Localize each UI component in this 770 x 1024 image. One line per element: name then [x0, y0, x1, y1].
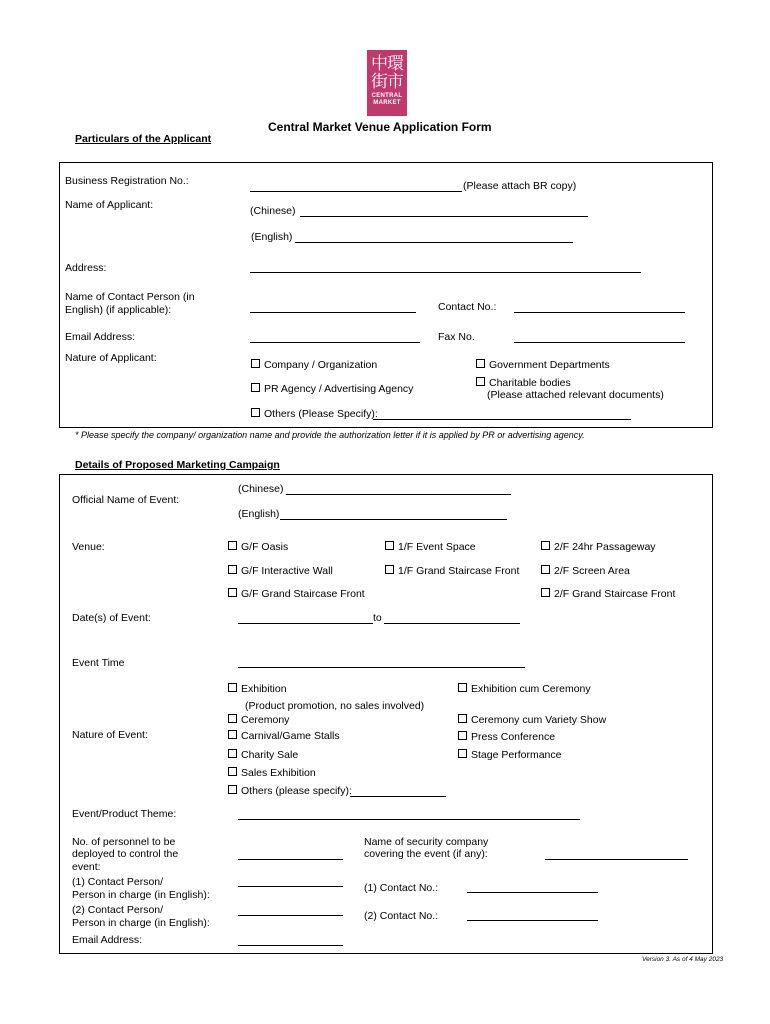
venue-2f-screen[interactable]: 2/F Screen Area — [541, 565, 630, 577]
checkbox-icon[interactable] — [458, 714, 467, 723]
personnel-field[interactable] — [238, 859, 343, 860]
contact1-label-1: (1) Contact Person/ — [72, 876, 164, 888]
opt-charitable[interactable]: Charitable bodies — [476, 377, 571, 389]
checkbox-icon[interactable] — [458, 731, 467, 740]
nature-exhibition[interactable]: Exhibition — [228, 683, 287, 695]
section2-heading: Details of Proposed Marketing Campaign — [75, 459, 280, 471]
nature-exhibition-ceremony[interactable]: Exhibition cum Ceremony — [458, 683, 591, 695]
br-field[interactable] — [250, 191, 462, 192]
venue-2f-grand-staircase[interactable]: 2/F Grand Staircase Front — [541, 588, 675, 600]
checkbox-icon[interactable] — [476, 359, 485, 368]
name-chinese-field[interactable] — [300, 216, 588, 217]
checkbox-icon[interactable] — [228, 565, 237, 574]
event-english-label: (English) — [238, 508, 280, 520]
venue-1f-grand-staircase[interactable]: 1/F Grand Staircase Front — [385, 565, 519, 577]
name-english-field[interactable] — [295, 242, 573, 243]
email-label: Email Address: — [65, 331, 136, 343]
fax-label: Fax No. — [438, 331, 475, 343]
nature-event-label: Nature of Event: — [72, 729, 148, 741]
checkbox-icon[interactable] — [228, 730, 237, 739]
checkbox-icon[interactable] — [251, 408, 260, 417]
checkbox-icon[interactable] — [458, 749, 467, 758]
personnel-email-field[interactable] — [238, 945, 343, 946]
others-specify-field[interactable] — [373, 419, 631, 420]
contact-no-field[interactable] — [514, 312, 685, 313]
event-time-label: Event Time — [72, 657, 125, 669]
nature-sales[interactable]: Sales Exhibition — [228, 767, 316, 779]
nature-carnival[interactable]: Carnival/Game Stalls — [228, 730, 340, 742]
checkbox-icon[interactable] — [541, 541, 550, 550]
sec-contact1-label: (1) Contact No.: — [364, 882, 439, 894]
contact1-label-2: Person in charge (in English): — [72, 889, 210, 901]
name-english-label: (English) — [251, 231, 293, 243]
contact-person-label-2: English) (if applicable): — [65, 304, 172, 316]
date-to-field[interactable] — [384, 623, 520, 624]
opt-company[interactable]: Company / Organization — [251, 359, 377, 371]
checkbox-icon[interactable] — [228, 588, 237, 597]
sec-contact2-field[interactable] — [467, 920, 598, 921]
checkbox-icon[interactable] — [251, 383, 260, 392]
checkbox-icon[interactable] — [385, 541, 394, 550]
name-label: Name of Applicant: — [65, 199, 154, 211]
footnote: * Please specify the company/ organization name and provide the authorization letter if it is applied by PR or advertising agency. — [75, 430, 585, 440]
dates-label: Date(s) of Event: — [72, 612, 151, 624]
checkbox-icon[interactable] — [476, 377, 485, 386]
date-to-label: to — [373, 612, 382, 624]
security-field[interactable] — [545, 859, 688, 860]
nature-charity[interactable]: Charity Sale — [228, 749, 298, 761]
sec-contact2-label: (2) Contact No.: — [364, 910, 439, 922]
opt-government[interactable]: Government Departments — [476, 359, 610, 371]
contact2-label-1: (2) Contact Person/ — [72, 904, 164, 916]
nature-press[interactable]: Press Conference — [458, 731, 555, 743]
version-note: Version 3. As of 4 May 2023 — [642, 956, 724, 963]
contact-no-label: Contact No.: — [438, 301, 497, 313]
personnel-label-1: No. of personnel to be — [72, 836, 176, 848]
address-field[interactable] — [250, 272, 641, 273]
contact-person-field[interactable] — [250, 312, 416, 313]
personnel-email-label: Email Address: — [72, 934, 143, 946]
checkbox-icon[interactable] — [541, 565, 550, 574]
br-note: (Please attach BR copy) — [463, 180, 577, 192]
checkbox-icon[interactable] — [251, 359, 260, 368]
checkbox-icon[interactable] — [385, 565, 394, 574]
contact2-label-2: Person in charge (in English): — [72, 917, 210, 929]
checkbox-icon[interactable] — [541, 588, 550, 597]
personnel-label-3: event: — [72, 861, 101, 873]
checkbox-icon[interactable] — [228, 541, 237, 550]
section1-heading: Particulars of the Applicant — [75, 133, 212, 145]
security-label-2: covering the event (if any): — [364, 848, 488, 860]
sec-contact1-field[interactable] — [467, 892, 598, 893]
checkbox-icon[interactable] — [228, 785, 237, 794]
venue-2f-24hr[interactable]: 2/F 24hr Passageway — [541, 541, 656, 553]
theme-label: Event/Product Theme: — [72, 808, 177, 820]
nature-others-field[interactable] — [350, 796, 446, 797]
opt-others[interactable]: Others (Please Specify): — [251, 408, 378, 420]
br-label: Business Registration No.: — [65, 175, 189, 187]
nature-stage[interactable]: Stage Performance — [458, 749, 561, 761]
personnel-label-2: deployed to control the — [72, 848, 179, 860]
checkbox-icon[interactable] — [228, 767, 237, 776]
nature-exhibition-note: (Product promotion, no sales involved) — [245, 700, 425, 712]
logo-text-line1: CENTRAL — [371, 93, 403, 99]
checkbox-icon[interactable] — [228, 683, 237, 692]
contact1-field[interactable] — [238, 886, 343, 887]
checkbox-icon[interactable] — [458, 683, 467, 692]
logo-glyphs: 中環街市 — [371, 54, 403, 92]
nature-ceremony[interactable]: Ceremony — [228, 714, 289, 726]
event-time-field[interactable] — [238, 667, 525, 668]
fax-field[interactable] — [514, 342, 685, 343]
email-field[interactable] — [250, 342, 420, 343]
venue-gf-interactive[interactable]: G/F Interactive Wall — [228, 565, 333, 577]
checkbox-icon[interactable] — [228, 714, 237, 723]
contact-person-label-1: Name of Contact Person (in — [65, 291, 195, 303]
nature-others[interactable]: Others (please specify): — [228, 785, 352, 797]
event-chinese-label: (Chinese) — [238, 483, 284, 495]
date-from-field[interactable] — [238, 623, 373, 624]
opt-pr-agency[interactable]: PR Agency / Advertising Agency — [251, 383, 413, 395]
venue-1f-event-space[interactable]: 1/F Event Space — [385, 541, 476, 553]
venue-label: Venue: — [72, 541, 105, 553]
contact2-field[interactable] — [238, 915, 343, 916]
page-title: Central Market Venue Application Form — [268, 120, 492, 134]
venue-gf-grand-staircase[interactable]: G/F Grand Staircase Front — [228, 588, 365, 600]
nature-ceremony-variety[interactable]: Ceremony cum Variety Show — [458, 714, 606, 726]
address-label: Address: — [65, 262, 107, 274]
checkbox-icon[interactable] — [228, 749, 237, 758]
logo-text-line2: MARKET — [373, 100, 401, 106]
theme-field[interactable] — [238, 819, 580, 820]
security-label-1: Name of security company — [364, 836, 489, 848]
opt-charitable-note: (Please attached relevant documents) — [487, 389, 664, 401]
nature-applicant-label: Nature of Applicant: — [65, 352, 157, 364]
central-market-logo — [367, 50, 407, 116]
event-chinese-field[interactable] — [286, 494, 511, 495]
event-english-field[interactable] — [280, 519, 507, 520]
name-chinese-label: (Chinese) — [250, 205, 296, 217]
venue-gf-oasis[interactable]: G/F Oasis — [228, 541, 288, 553]
official-name-label: Official Name of Event: — [72, 494, 180, 506]
